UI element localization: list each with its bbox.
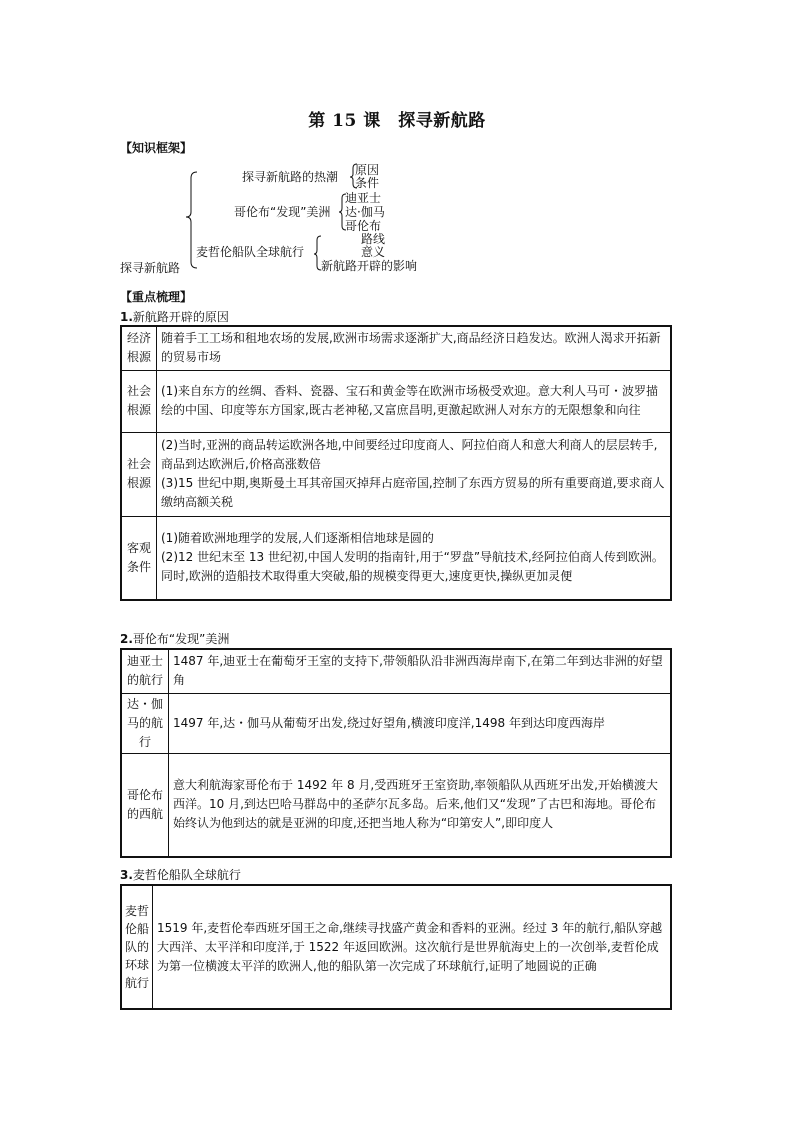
row-label: 迪亚士 的航行	[121, 649, 169, 693]
review-heading: 【重点梳理】	[120, 290, 193, 304]
table-row	[121, 516, 671, 600]
table-row	[121, 326, 671, 370]
content-paragraph: 意大利航海家哥伦布于 1492 年 8 月,受西班牙王室资助,率领船队从西班牙出发,开始横渡大西洋。10 月,到达巴哈马群岛中的圣萨尔瓦多岛。后来,他们又“发现”了古巴和海地。哥伦布始终认为他到达的就是亚洲的印度,还把当地人称为“印第安人”,即印度人	[173, 778, 658, 831]
section-1-heading	[120, 308, 229, 325]
content-paragraph: 1519 年,麦哲伦奉西班牙国王之命,继续寻找盛产黄金和香料的亚洲。经过 3 年的航行,船队穿越大西洋、太平洋和印度洋,于 1522 年返回欧洲。这次航行是世界航海史上的一次创举,麦哲伦成为第一位横渡太平洋的欧洲人,他的船队第一次完成了环球航行,证明了地圆说的正确	[157, 920, 663, 973]
framework-branch-1: 探寻新航路的热潮	[242, 170, 339, 184]
framework-b3-item-1: 路线	[361, 232, 386, 246]
table-row	[121, 753, 671, 857]
framework-b2-item-3: 哥伦布	[345, 219, 382, 233]
section-2-table	[120, 648, 672, 858]
section-1-number: 1.	[120, 310, 133, 324]
section-2-number: 2.	[120, 632, 133, 646]
section-3-table	[120, 884, 672, 1010]
content-paragraph: (1)来自东方的丝绸、香料、瓷器、宝石和黄金等在欧洲市场极受欢迎。意大利人马可・波罗描绘的中国、印度等东方国家,既古老神秘,又富庶昌明,更激起欧洲人对东方的无限想象和向往	[161, 384, 659, 417]
section-2-heading	[120, 630, 229, 647]
row-content	[169, 693, 672, 753]
framework-heading: 【知识框架】	[120, 141, 193, 155]
row-label: 社会 根源	[121, 370, 157, 432]
framework-braces	[0, 0, 794, 290]
row-label: 客观 条件	[121, 516, 157, 600]
row-content	[157, 516, 672, 600]
section-3-number: 3.	[120, 868, 133, 882]
framework-b1-item-1: 原因	[355, 163, 380, 177]
table-row	[121, 370, 671, 432]
framework-b2-item-2: 达·伽马	[345, 205, 385, 219]
content-paragraph: 随着手工工场和租地农场的发展,欧洲市场需求逐渐扩大,商品经济日趋发达。欧洲人渴求开拓新的贸易市场	[161, 331, 661, 365]
row-label: 社会 根源	[121, 432, 157, 516]
content-paragraph: (2)12 世纪末至 13 世纪初,中国人发明的指南针,用于“罗盘”导航技术,经阿拉伯商人传到欧洲。同时,欧洲的造船技术取得重大突破,船的规模变得更大,速度更快,操纵更加灵便	[161, 550, 664, 584]
row-label: 经济 根源	[121, 326, 157, 370]
row-content	[157, 326, 672, 370]
table-row	[121, 432, 671, 516]
section-1-table	[120, 325, 672, 601]
content-paragraph: (1)随着欧洲地理学的发展,人们逐渐相信地球是圆的	[161, 531, 434, 546]
framework-b3-item-2: 意义	[361, 245, 386, 259]
section-3-heading	[120, 866, 241, 883]
content-paragraph: 1497 年,达・伽马从葡萄牙出发,绕过好望角,横渡印度洋,1498 年到达印度西海岸	[173, 715, 605, 730]
row-content	[157, 370, 672, 432]
framework-b2-item-1: 迪亚士	[345, 191, 382, 205]
section-3-title: 麦哲伦船队全球航行	[132, 868, 241, 882]
framework-branch-3: 麦哲伦船队全球航行	[196, 245, 305, 259]
table-row	[121, 885, 671, 1009]
framework-branch-2: 哥伦布“发现”美洲	[234, 205, 331, 219]
section-1-title: 新航路开辟的原因	[132, 310, 229, 324]
lesson-title: 第 15 课 探寻新航路	[308, 111, 486, 131]
row-label: 麦哲 伦船 队的 环球 航行	[121, 885, 153, 1009]
row-content	[153, 885, 672, 1009]
content-paragraph: (3)15 世纪中期,奥斯曼土耳其帝国灭掉拜占庭帝国,控制了东西方贸易的所有重要商道,要求商人缴纳高额关税	[161, 476, 665, 509]
section-2-title: 哥伦布“发现”美洲	[132, 632, 230, 646]
framework-branch-4: 新航路开辟的影响	[321, 259, 418, 273]
framework-root: 探寻新航路	[120, 261, 181, 275]
table-row	[121, 693, 671, 753]
row-content	[157, 432, 672, 516]
row-content	[169, 753, 672, 857]
row-label: 达・伽 马的航 行	[121, 693, 169, 753]
table-row	[121, 649, 671, 693]
row-label: 哥伦布 的西航	[121, 753, 169, 857]
framework-b1-item-2: 条件	[355, 176, 380, 190]
row-content	[169, 649, 672, 693]
content-paragraph: 1487 年,迪亚士在葡萄牙王室的支持下,带领船队沿非洲西海岸南下,在第二年到达非洲的好望角	[173, 654, 663, 688]
content-paragraph: (2)当时,亚洲的商品转运欧洲各地,中间要经过印度商人、阿拉伯商人和意大利商人的层层转手,商品到达欧洲后,价格高涨数倍	[161, 438, 658, 471]
